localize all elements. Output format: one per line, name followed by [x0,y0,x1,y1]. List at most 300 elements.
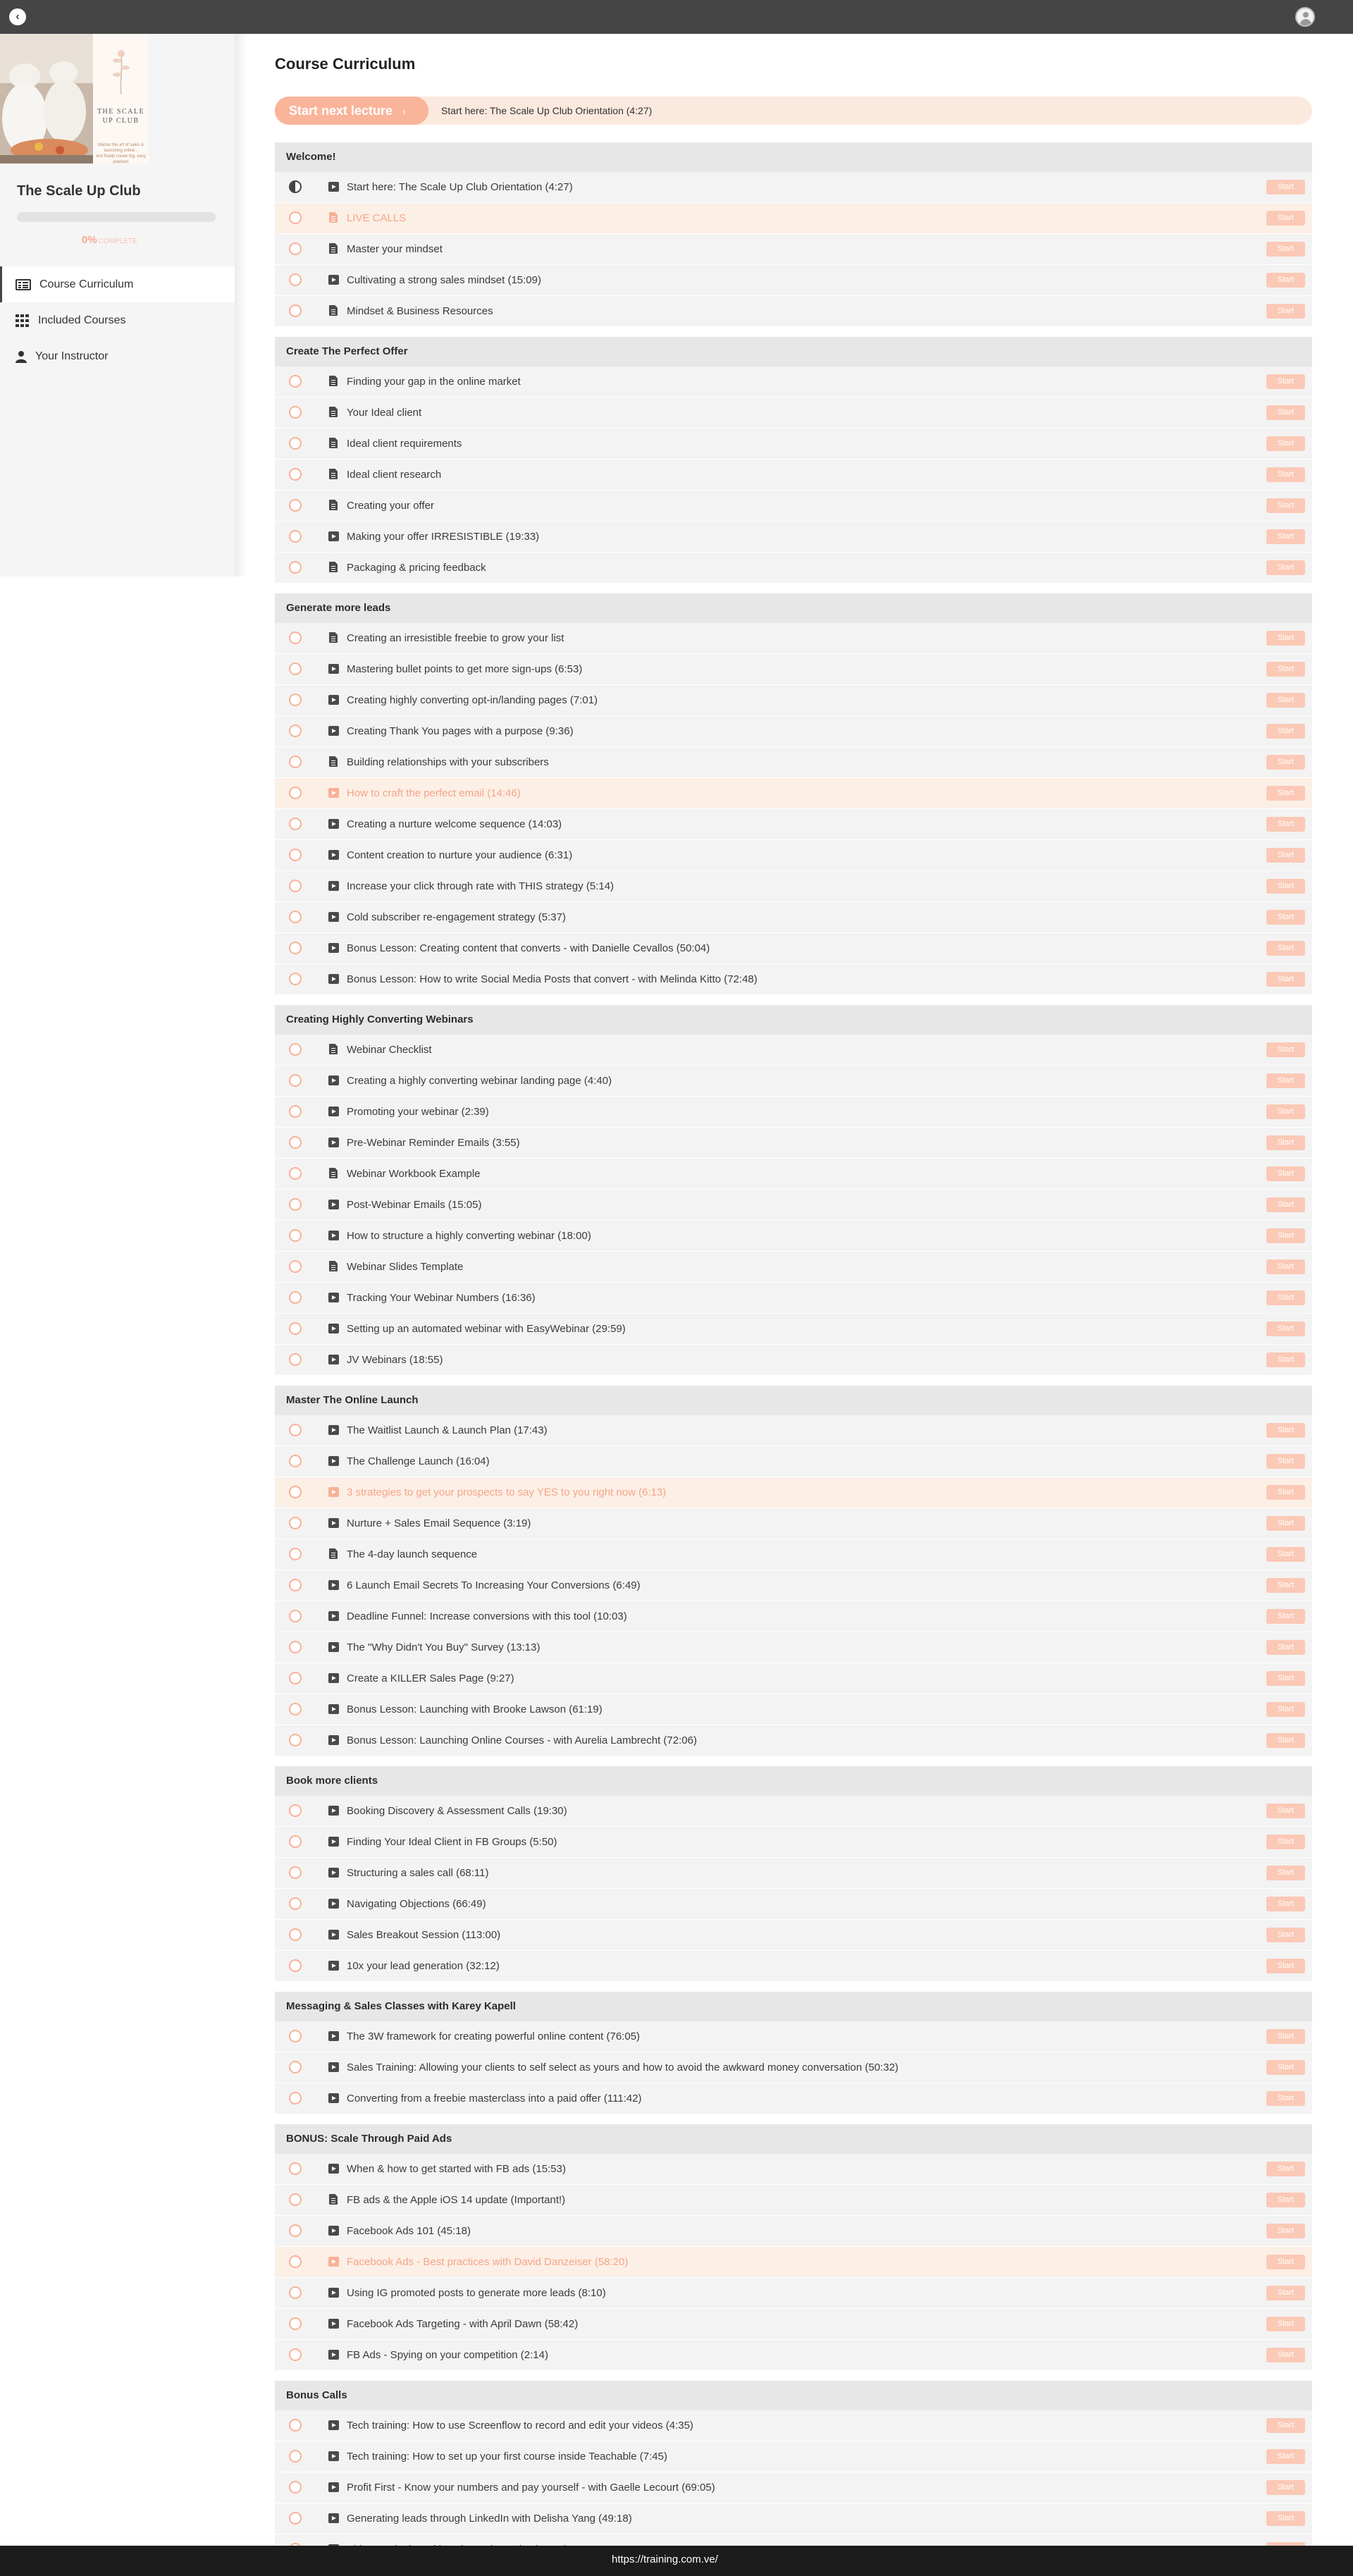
lecture-row[interactable] [275,778,1312,809]
incomplete-status-icon [289,2481,302,2494]
progress-complete-label: COMPLETE [98,238,137,245]
progress-percent: 0% [82,234,97,246]
video-icon [328,1324,339,1333]
video-icon [328,1806,339,1816]
incomplete-status-icon [289,694,302,706]
incomplete-status-icon [289,2450,302,2463]
lecture-row[interactable] [275,2021,1312,2052]
lecture-title: Booking Discovery & Assessment Calls (19:30) [347,1805,567,1817]
lecture-row[interactable] [275,1283,1312,1314]
lecture-row[interactable] [275,1570,1312,1601]
lecture-title: Facebook Ads 101 (45:18) [347,2225,471,2237]
lecture-row[interactable] [275,716,1312,747]
start-button[interactable]: Start [1266,2418,1305,2433]
lecture-row[interactable] [275,296,1312,327]
video-icon [328,2164,339,2174]
incomplete-status-icon [289,1672,302,1684]
lecture-title: Start here: The Scale Up Club Orientation (4:27) [347,181,573,193]
sidebar-item-your-instructor[interactable] [0,338,235,374]
document-icon [329,376,338,386]
lecture-row[interactable] [275,2185,1312,2216]
lecture-row[interactable] [275,1508,1312,1539]
start-button[interactable]: Start [1266,1228,1305,1243]
progress-label [82,234,137,246]
video-icon [328,1930,339,1940]
document-icon [329,212,338,223]
video-icon [328,1611,339,1621]
start-button[interactable]: Start [1266,1640,1305,1655]
start-button[interactable]: Start [1266,1516,1305,1531]
sidebar-item-label: Course Curriculum [39,278,134,290]
lecture-title: Your Ideal client [347,407,422,419]
incomplete-status-icon [289,1866,302,1879]
sidebar-nav [0,266,235,374]
video-icon [328,1231,339,1240]
document-icon [329,469,338,479]
start-button[interactable]: Start [1266,2255,1305,2269]
incomplete-status-icon [289,375,302,388]
video-icon [328,1107,339,1116]
start-button[interactable]: Start [1266,1042,1305,1057]
lecture-title: Bonus Lesson: Creating content that converts - with Danielle Cevallos (50:04) [347,942,710,954]
start-button[interactable]: Start [1266,786,1305,801]
curriculum-section [275,1992,1312,2114]
incomplete-status-icon [289,273,302,286]
start-button[interactable]: Start [1266,2162,1305,2176]
lecture-title: Bonus Lesson: Launching with Brooke Lawson (61:19) [347,1703,603,1715]
video-icon [328,1961,339,1971]
video-icon [328,1837,339,1847]
video-icon [328,943,339,953]
lecture-row[interactable] [275,623,1312,654]
start-button[interactable]: Start [1266,1321,1305,1336]
start-button[interactable]: Start [1266,848,1305,863]
document-icon [329,562,338,572]
thumbnail-tagline-line2: and finally create big, easy paydays [95,154,147,164]
lecture-title: Packaging & pricing feedback [347,562,486,574]
sidebar-item-label: Your Instructor [35,350,109,362]
lecture-row[interactable] [275,1221,1312,1252]
start-button[interactable]: Start [1266,941,1305,956]
start-button[interactable]: Start [1266,1866,1305,1880]
video-icon [328,726,339,736]
lecture-row[interactable] [275,1694,1312,1725]
lecture-row[interactable] [275,203,1312,234]
start-button[interactable]: Start [1266,560,1305,575]
curriculum-section [275,593,1312,995]
lecture-row[interactable] [275,1827,1312,1858]
start-button[interactable]: Start [1266,2317,1305,2331]
start-button[interactable]: Start [1266,2449,1305,2464]
lecture-title: Mindset & Business Resources [347,305,493,317]
video-icon [328,974,339,984]
start-button[interactable]: Start [1266,1423,1305,1438]
video-icon [328,2288,339,2298]
start-button[interactable]: Start [1266,1547,1305,1562]
video-icon [328,2350,339,2360]
lecture-row[interactable] [275,234,1312,265]
lecture-row[interactable] [275,1066,1312,1097]
lecture-row[interactable] [275,1951,1312,1982]
lecture-title: Generating leads through LinkedIn with Delisha Yang (49:18) [347,2513,632,2525]
video-icon [328,1456,339,1466]
incomplete-status-icon [289,561,302,574]
floral-logo-icon [110,47,132,96]
lecture-title: Tracking Your Webinar Numbers (16:36) [347,1292,536,1304]
course-thumbnail[interactable] [0,34,149,164]
lecture-row[interactable] [275,2216,1312,2247]
sidebar-item-label: Included Courses [38,314,126,326]
incomplete-status-icon [289,1074,302,1087]
start-button[interactable]: Start [1266,1897,1305,1911]
lecture-row[interactable] [275,460,1312,491]
start-button[interactable]: Start [1266,1609,1305,1624]
video-icon [328,664,339,674]
start-button[interactable]: Start [1266,1073,1305,1088]
section-title: BONUS: Scale Through Paid Ads [275,2124,1312,2154]
start-button[interactable]: Start [1266,1352,1305,1367]
lecture-row[interactable] [275,2052,1312,2083]
curriculum-section [275,1766,1312,1982]
progress-bar [17,212,216,222]
incomplete-status-icon [289,756,302,768]
lecture-title: Webinar Workbook Example [347,1168,481,1180]
incomplete-status-icon [289,1548,302,1560]
thumbnail-tagline-line1: Master the art of sales & launching online - [97,143,144,153]
start-button[interactable]: Start [1266,2224,1305,2238]
video-icon [328,2226,339,2236]
sidebar-item-included-courses[interactable] [0,302,235,338]
lecture-row[interactable] [275,1725,1312,1756]
lecture-row[interactable] [275,2309,1312,2340]
incomplete-status-icon [289,2317,302,2330]
lecture-row[interactable] [275,2083,1312,2114]
lecture-row[interactable] [275,1477,1312,1508]
page-title: Course Curriculum [275,55,416,73]
video-icon [328,850,339,860]
start-button[interactable]: Start [1266,1104,1305,1119]
start-button[interactable]: Start [1266,879,1305,894]
lecture-title: Pre-Webinar Reminder Emails (3:55) [347,1137,520,1149]
lecture-row[interactable] [275,265,1312,296]
lecture-title: Increase your click through rate with THIS strategy (5:14) [347,880,614,892]
start-button[interactable]: Start [1266,180,1305,195]
incomplete-status-icon [289,1424,302,1436]
lecture-row[interactable] [275,1415,1312,1446]
lecture-title: 6 Launch Email Secrets To Increasing Your Conversions (6:49) [347,1579,641,1591]
start-button[interactable]: Start [1266,2193,1305,2207]
lecture-row[interactable] [275,2410,1312,2441]
curriculum-section [275,1005,1312,1376]
lecture-row[interactable] [275,1663,1312,1694]
incomplete-status-icon [289,2512,302,2525]
video-icon [328,695,339,705]
lecture-title: Post-Webinar Emails (15:05) [347,1199,482,1211]
document-icon [329,500,338,510]
start-button[interactable]: Start [1266,304,1305,319]
incomplete-status-icon [289,1517,302,1529]
lecture-row[interactable] [275,2472,1312,2503]
document-icon [329,1261,338,1271]
document-icon [329,305,338,316]
lecture-row[interactable] [275,2340,1312,2371]
lecture-row[interactable] [275,654,1312,685]
video-icon [328,1704,339,1714]
video-icon [328,1899,339,1909]
incomplete-status-icon [289,942,302,954]
lecture-row[interactable] [275,1796,1312,1827]
start-next-lecture-button[interactable] [275,97,428,125]
start-button[interactable]: Start [1266,498,1305,513]
start-button[interactable]: Start [1266,910,1305,925]
video-icon [328,2062,339,2072]
lecture-title: Content creation to nurture your audience (6:31) [347,849,573,861]
lecture-row[interactable] [275,1632,1312,1663]
lecture-title: Making your offer IRRESISTIBLE (19:33) [347,531,540,543]
incomplete-status-icon [289,1455,302,1467]
lecture-row[interactable] [275,366,1312,398]
lecture-row[interactable] [275,1190,1312,1221]
lecture-row[interactable] [275,1314,1312,1345]
sidebar-item-course-curriculum[interactable] [0,266,235,302]
incomplete-status-icon [289,1928,302,1941]
lecture-row[interactable] [275,1446,1312,1477]
start-button[interactable]: Start [1266,1290,1305,1305]
incomplete-status-icon [289,468,302,481]
start-button[interactable]: Start [1266,529,1305,544]
section-title: Create The Perfect Offer [275,337,1312,366]
curriculum-section [275,142,1312,327]
video-icon [328,1642,339,1652]
lecture-title: Creating your offer [347,500,434,512]
thumbnail-title-line1: THE SCALE [97,108,145,116]
start-button[interactable]: Start [1266,2091,1305,2106]
section-title: Generate more leads [275,593,1312,623]
lecture-title: Creating a highly converting webinar landing page (4:40) [347,1075,612,1087]
lecture-title: Promoting your webinar (2:39) [347,1106,489,1118]
document-icon [329,1168,338,1178]
lecture-row[interactable] [275,491,1312,522]
incomplete-status-icon [289,2286,302,2299]
lecture-row[interactable] [275,1889,1312,1920]
lecture-row[interactable] [275,2441,1312,2472]
lecture-row[interactable] [275,522,1312,553]
incomplete-status-icon [289,2061,302,2073]
lecture-row[interactable] [275,1252,1312,1283]
incomplete-status-icon [289,437,302,450]
lecture-row[interactable] [275,1128,1312,1159]
incomplete-status-icon [289,1198,302,1211]
lecture-row[interactable] [275,685,1312,716]
lecture-title: Cold subscriber re-engagement strategy (5:37) [347,911,566,923]
document-icon [329,1044,338,1054]
incomplete-status-icon [289,2419,302,2432]
video-icon [328,1355,339,1364]
lecture-title: Webinar Checklist [347,1044,432,1056]
curriculum-section [275,1386,1312,1756]
start-button[interactable]: Start [1266,2480,1305,2495]
start-button[interactable]: Start [1266,1259,1305,1274]
incomplete-status-icon [289,1579,302,1591]
start-button[interactable]: Start [1266,242,1305,257]
video-icon [328,1293,339,1302]
start-button[interactable]: Start [1266,1835,1305,1849]
lecture-row[interactable] [275,2503,1312,2534]
lecture-title: Master your mindset [347,243,443,255]
course-title: The Scale Up Club [17,183,141,199]
start-button[interactable]: Start [1266,1166,1305,1181]
start-button[interactable]: Start [1266,693,1305,708]
lecture-row[interactable] [275,1920,1312,1951]
lecture-title: Profit First - Know your numbers and pay yourself - with Gaelle Lecourt (69:05) [347,2482,715,2494]
lecture-title: The Challenge Launch (16:04) [347,1455,490,1467]
lecture-row[interactable] [275,902,1312,933]
incomplete-status-icon [289,1641,302,1653]
lecture-title: Mastering bullet points to get more sign-ups (6:53) [347,663,583,675]
lecture-row[interactable] [275,553,1312,584]
incomplete-status-icon [289,2193,302,2206]
start-button[interactable]: Start [1266,273,1305,288]
start-button[interactable]: Start [1266,2286,1305,2300]
video-icon [328,2482,339,2492]
lecture-title: Ideal client requirements [347,438,462,450]
incomplete-status-icon [289,1959,302,1972]
video-icon [328,1580,339,1590]
lecture-row[interactable] [275,2154,1312,2185]
video-icon [328,2257,339,2267]
person-icon [16,350,27,363]
start-button[interactable]: Start [1266,724,1305,739]
lecture-title: Creating a nurture welcome sequence (14:03) [347,818,562,830]
lecture-row[interactable] [275,1159,1312,1190]
lecture-title: LIVE CALLS [347,212,407,224]
video-icon [328,2093,339,2103]
start-button[interactable]: Start [1266,467,1305,482]
lecture-row[interactable] [275,964,1312,995]
lecture-row[interactable] [275,1601,1312,1632]
start-button[interactable]: Start [1266,436,1305,451]
lecture-row[interactable] [275,398,1312,429]
incomplete-status-icon [289,2224,302,2237]
incomplete-status-icon [289,1703,302,1715]
lecture-title: JV Webinars (18:55) [347,1354,443,1366]
video-icon [328,2319,339,2329]
incomplete-status-icon [289,1291,302,1304]
chevron-right-icon: › [402,106,407,118]
start-button[interactable]: Start [1266,405,1305,420]
start-button[interactable]: Start [1266,1578,1305,1593]
lecture-row[interactable] [275,933,1312,964]
status-url: https://training.com.ve/ [612,2553,718,2565]
lecture-title: Sales Training: Allowing your clients to self select as yours and how to avoid the awkward money conversation (50:32) [347,2062,898,2073]
start-button[interactable]: Start [1266,2029,1305,2044]
start-button[interactable]: Start [1266,1454,1305,1469]
lecture-title: Cultivating a strong sales mindset (15:09) [347,274,541,286]
start-button[interactable]: Start [1266,1804,1305,1818]
incomplete-status-icon [289,406,302,419]
lecture-row[interactable] [275,172,1312,203]
lecture-row[interactable] [275,429,1312,460]
start-next-lecture-label: Start next lecture [289,104,393,118]
start-button[interactable]: Start [1266,374,1305,389]
start-button[interactable]: Start [1266,1702,1305,1717]
start-button[interactable]: Start [1266,1197,1305,1212]
lecture-row[interactable] [275,747,1312,778]
incomplete-status-icon [289,499,302,512]
next-lecture-bar [275,97,1312,125]
incomplete-status-icon [289,818,302,830]
start-button[interactable]: Start [1266,662,1305,677]
curriculum-section [275,2124,1312,2371]
start-button[interactable]: Start [1266,1959,1305,1973]
incomplete-status-icon [289,1610,302,1622]
video-icon [328,912,339,922]
incomplete-status-icon [289,530,302,543]
lecture-title: Facebook Ads - Best practices with David Danzeiser (58:20) [347,2256,629,2268]
start-button[interactable]: Start [1266,2511,1305,2526]
lecture-title: Creating Thank You pages with a purpose (9:36) [347,725,574,737]
back-arrow-icon[interactable]: ‹ [9,8,26,25]
lecture-row[interactable] [275,1858,1312,1889]
lecture-row[interactable] [275,2247,1312,2278]
video-icon [328,182,339,192]
lecture-title: Creating an irresistible freebie to grow your list [347,632,564,644]
top-bar [0,0,1353,34]
start-button[interactable]: Start [1266,755,1305,770]
lecture-row[interactable] [275,1539,1312,1570]
lecture-row[interactable] [275,2278,1312,2309]
incomplete-status-icon [289,1804,302,1817]
lecture-title: How to structure a highly converting webinar (18:00) [347,1230,591,1242]
section-title: Bonus Calls [275,2381,1312,2410]
start-button[interactable]: Start [1266,972,1305,987]
video-icon [328,531,339,541]
lecture-row[interactable] [275,1097,1312,1128]
lecture-row[interactable] [275,871,1312,902]
user-avatar-icon[interactable] [1295,7,1315,27]
start-button[interactable]: Start [1266,1928,1305,1942]
start-button[interactable]: Start [1266,1671,1305,1686]
start-button[interactable]: Start [1266,211,1305,226]
lecture-title: Sales Breakout Session (113:00) [347,1929,501,1941]
document-icon [329,1548,338,1559]
start-button[interactable]: Start [1266,2060,1305,2075]
lecture-row[interactable] [275,840,1312,871]
start-button[interactable]: Start [1266,1485,1305,1500]
lecture-title: Webinar Slides Template [347,1261,464,1273]
start-button[interactable]: Start [1266,2348,1305,2362]
lecture-title: The 4-day launch sequence [347,1548,478,1560]
lecture-row[interactable] [275,809,1312,840]
next-lecture-link[interactable]: Start here: The Scale Up Club Orientation (4:27) [441,105,653,116]
curriculum-icon [16,279,31,290]
start-button[interactable]: Start [1266,1135,1305,1150]
lecture-title: Deadline Funnel: Increase conversions with this tool (10:03) [347,1610,627,1622]
document-icon [329,2194,338,2205]
document-icon [329,756,338,767]
lecture-title: When & how to get started with FB ads (15:53) [347,2163,566,2175]
incomplete-status-icon [289,1136,302,1149]
video-icon [328,1200,339,1209]
start-button[interactable]: Start [1266,817,1305,832]
lecture-title: Tech training: How to use Screenflow to record and edit your videos (4:35) [347,2420,693,2432]
start-button[interactable]: Start [1266,631,1305,646]
lecture-row[interactable] [275,1345,1312,1376]
incomplete-status-icon [289,1353,302,1366]
section-title: Welcome! [275,142,1312,172]
lecture-row[interactable] [275,1035,1312,1066]
start-button[interactable]: Start [1266,1733,1305,1748]
